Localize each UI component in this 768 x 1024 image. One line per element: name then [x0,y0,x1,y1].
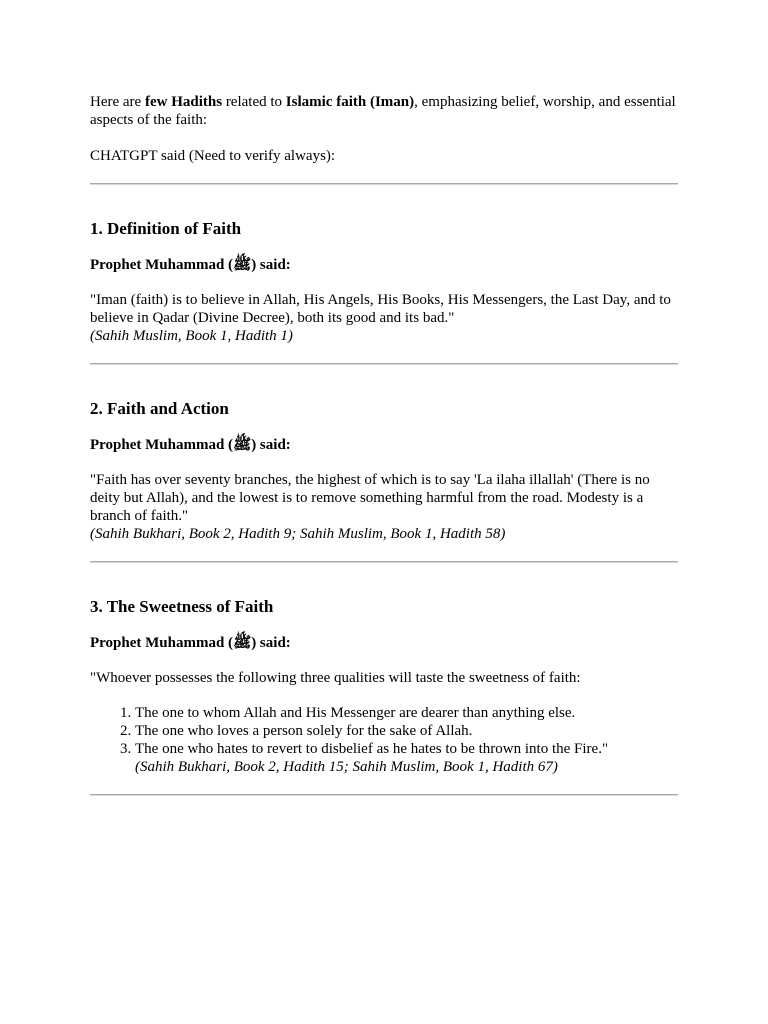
list-item [135,740,678,776]
list-item: 1. The one to whom Allah and His Messenger are dearer than anything else. [135,704,678,722]
hadith-text: "Iman (faith) is to believe in Allah, His Angels, His Books, His Messengers, the Last Day, and to believe in Qadar (Divine Decree), both its good and its bad." [90,292,671,326]
intro-bold-islamic-faith: Islamic faith (Iman) [285,94,415,110]
intro-bold-few-hadiths: few Hadiths [144,94,223,110]
section-heading: 2. Faith and Action [90,399,229,418]
hadith-quote [90,471,678,543]
hadith-citation: (Sahih Bukhari, Book 2, Hadith 15; Sahih Muslim, Book 1, Hadith 67) [135,759,558,775]
intro-mid: related to [222,94,286,110]
list-item: 2. The one who loves a person solely for the sake of Allah. [135,722,678,740]
speaker-line: Prophet Muhammad (ﷺ) said: [90,257,291,273]
hadith-citation: (Sahih Bukhari, Book 2, Hadith 9; Sahih Muslim, Book 1, Hadith 58) [90,526,506,542]
divider [90,183,678,185]
intro-paragraph [90,93,678,129]
divider [90,794,678,796]
section-definition-of-faith [90,219,678,345]
hadith-citation: (Sahih Muslim, Book 1, Hadith 1) [90,328,293,344]
intro-post: , emphasizing belief, worship, and essential aspects of the faith: [90,94,676,128]
section-faith-and-action [90,399,678,543]
intro-pre: Here are [90,94,145,110]
list-item-text: The one who hates to revert to disbelief as he hates to be thrown into the Fire." [135,741,609,757]
hadith-quote [90,291,678,345]
hadith-text: "Faith has over seventy branches, the highest of which is to say 'La ilaha illallah' (There is no deity but Allah), and the lowest is to remove something harmful from the road. Modesty is a branch of faith." [90,472,650,524]
section-heading: 1. Definition of Faith [90,219,242,238]
section-heading: 3. The Sweetness of Faith [90,597,274,616]
speaker-line: Prophet Muhammad (ﷺ) said: [90,437,291,453]
divider [90,561,678,563]
hadith-text: "Whoever possesses the following three qualities will taste the sweetness of faith: [90,670,581,686]
document-body [90,93,678,796]
divider [90,363,678,365]
source-note: CHATGPT said (Need to verify always): [90,148,336,164]
section-sweetness-of-faith [90,597,678,776]
qualities-list [90,704,678,776]
speaker-line: Prophet Muhammad (ﷺ) said: [90,635,291,651]
